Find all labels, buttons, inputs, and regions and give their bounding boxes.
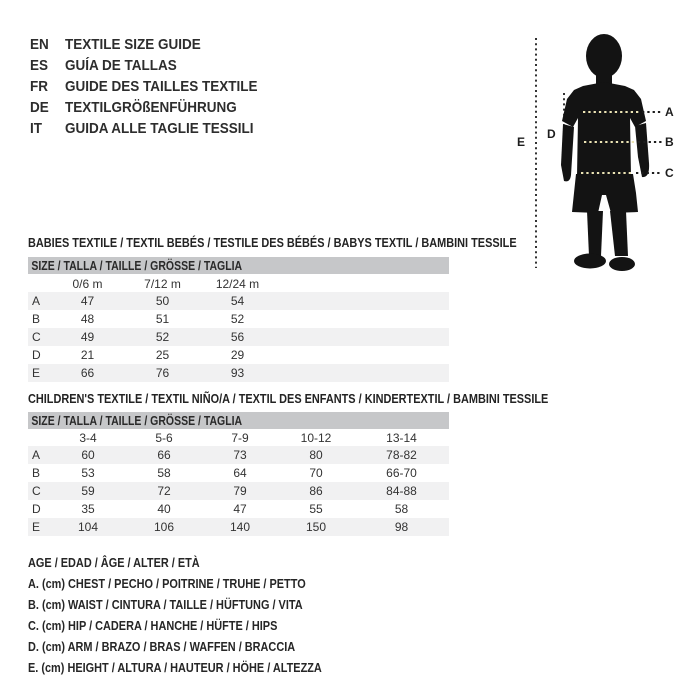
filler-cell (275, 328, 449, 346)
babies-size-header-bar (28, 257, 449, 274)
cell-value: 78-82 (386, 448, 417, 462)
cell-value: 35 (81, 502, 95, 516)
language-title: TEXTILGRÖßENFÜHRUNG (65, 99, 237, 116)
language-title: GUIDA ALLE TAGLIE TESSILI (65, 120, 254, 137)
row-label: A (32, 294, 41, 308)
table-row (28, 464, 449, 482)
cell-value: 106 (153, 520, 175, 534)
column-header: 7/12 m (144, 277, 181, 291)
column-header: 5-6 (155, 431, 173, 445)
babies-column-headers (28, 276, 449, 292)
language-row (30, 34, 279, 55)
filler-cell (275, 310, 449, 328)
legend-text: E. (cm) HEIGHT / ALTURA / HAUTEUR / HÖHE / ALTEZZA (28, 660, 322, 675)
cell-value: 56 (230, 330, 245, 344)
cell-value: 80 (309, 448, 323, 462)
cell-value: 70 (309, 466, 323, 480)
table-row (28, 292, 449, 310)
table-row (28, 346, 449, 364)
language-row (30, 118, 279, 139)
column-header: 12/24 m (215, 277, 260, 291)
legend-line-chest (28, 573, 378, 594)
legend-line-hip (28, 615, 378, 636)
language-code: DE (30, 99, 49, 116)
language-title-list (30, 34, 279, 139)
cell-value: 64 (233, 466, 247, 480)
cell-value: 79 (233, 484, 247, 498)
cell-value: 52 (230, 312, 245, 326)
measure-label-b: B (665, 135, 674, 149)
cell-value: 58 (394, 502, 409, 516)
filler-cell (275, 346, 449, 364)
legend-line-age (28, 552, 378, 573)
table-row (28, 364, 449, 382)
legend-text: C. (cm) HIP / CADERA / HANCHE / HÜFTE / HIPS (28, 618, 278, 633)
cell-value: 98 (394, 520, 409, 534)
cell-value: 52 (155, 330, 170, 344)
cell-value: 21 (80, 348, 95, 362)
cell-value: 55 (309, 502, 323, 516)
language-row (30, 97, 279, 118)
language-row (30, 55, 279, 76)
row-label: A (32, 448, 41, 462)
row-label: C (32, 330, 41, 344)
cell-value: 59 (81, 484, 95, 498)
cell-value: 140 (229, 520, 251, 534)
measure-label-e: E (517, 135, 526, 149)
babies-size-table (28, 276, 449, 382)
children-section-title (28, 392, 647, 406)
cell-value: 50 (155, 294, 170, 308)
filler-cell (275, 292, 449, 310)
cell-value: 60 (81, 448, 95, 462)
cell-value: 150 (305, 520, 327, 534)
measurement-legend (28, 552, 378, 678)
babies-section-title-text: BABIES TEXTILE / TEXTIL BEBÉS / TESTILE DES BÉBÉS / BABYS TEXTIL / BAMBINI TESSILE (28, 235, 517, 250)
column-header: 13-14 (386, 431, 417, 445)
language-title: GUÍA DE TALLAS (65, 57, 177, 74)
children-size-header-bar (28, 412, 449, 429)
cell-value: 104 (77, 520, 99, 534)
cell-value: 29 (230, 348, 245, 362)
legend-line-height (28, 657, 378, 678)
children-size-table (28, 430, 449, 536)
column-header: 10-12 (300, 431, 332, 445)
legend-text: B. (cm) WAIST / CINTURA / TAILLE / HÜFTUNG / VITA (28, 597, 303, 612)
empty-corner-cell (28, 276, 50, 292)
cell-value: 66 (80, 366, 95, 380)
cell-value: 40 (157, 502, 171, 516)
legend-line-waist (28, 594, 378, 615)
column-header: 0/6 m (72, 277, 103, 291)
cell-value: 76 (155, 366, 170, 380)
language-code: FR (30, 78, 48, 95)
table-row (28, 328, 449, 346)
children-section-title-text: CHILDREN'S TEXTILE / TEXTIL NIÑO/A / TEXTIL DES ENFANTS / KINDERTEXTIL / BAMBINI TESSILE (28, 391, 549, 406)
cell-value: 66 (157, 448, 171, 462)
cell-value: 58 (157, 466, 171, 480)
empty-corner-cell (28, 430, 50, 446)
filler-cell (275, 364, 449, 382)
cell-value: 47 (233, 502, 247, 516)
table-row (28, 310, 449, 328)
legend-text: D. (cm) ARM / BRAZO / BRAS / WAFFEN / BRACCIA (28, 639, 296, 654)
language-title: GUIDE DES TAILLES TEXTILE (65, 78, 258, 95)
cell-value: 86 (309, 484, 323, 498)
cell-value: 93 (230, 366, 245, 380)
legend-text: A. (cm) CHEST / PECHO / POITRINE / TRUHE / PETTO (28, 576, 306, 591)
babies-section-title (28, 236, 610, 250)
row-label: D (32, 348, 41, 362)
row-label: B (32, 312, 41, 326)
measure-label-c: C (665, 166, 674, 180)
cell-value: 54 (230, 294, 245, 308)
measure-label-d: D (547, 127, 556, 141)
language-code: EN (30, 36, 49, 53)
row-label: B (32, 466, 41, 480)
cell-value: 84-88 (386, 484, 417, 498)
row-label: E (32, 520, 41, 534)
language-title: TEXTILE SIZE GUIDE (65, 36, 201, 53)
legend-line-arm (28, 636, 378, 657)
babies-size-header-label: SIZE / TALLA / TAILLE / GRÖSSE / TAGLIA (31, 259, 243, 273)
children-column-headers (28, 430, 449, 446)
cell-value: 53 (81, 466, 95, 480)
cell-value: 66-70 (386, 466, 417, 480)
column-header: 7-9 (231, 431, 249, 445)
language-row (30, 76, 279, 97)
table-row (28, 500, 449, 518)
cell-value: 73 (233, 448, 247, 462)
language-code: ES (30, 57, 49, 74)
cell-value: 48 (80, 312, 95, 326)
table-row (28, 446, 449, 464)
cell-value: 49 (80, 330, 95, 344)
cell-value: 51 (155, 312, 170, 326)
table-row (28, 482, 449, 500)
measure-label-a: A (665, 105, 674, 119)
cell-value: 72 (157, 484, 171, 498)
legend-text: AGE / EDAD / ÂGE / ALTER / ETÀ (28, 555, 200, 570)
children-size-header-label: SIZE / TALLA / TAILLE / GRÖSSE / TAGLIA (31, 414, 243, 428)
table-row (28, 518, 449, 536)
row-label: D (32, 502, 41, 516)
row-label: C (32, 484, 41, 498)
cell-value: 47 (80, 294, 95, 308)
cell-value: 25 (155, 348, 170, 362)
row-label: E (32, 366, 41, 380)
language-code: IT (30, 120, 43, 137)
column-header: 3-4 (79, 431, 97, 445)
filler-cell (275, 276, 449, 292)
